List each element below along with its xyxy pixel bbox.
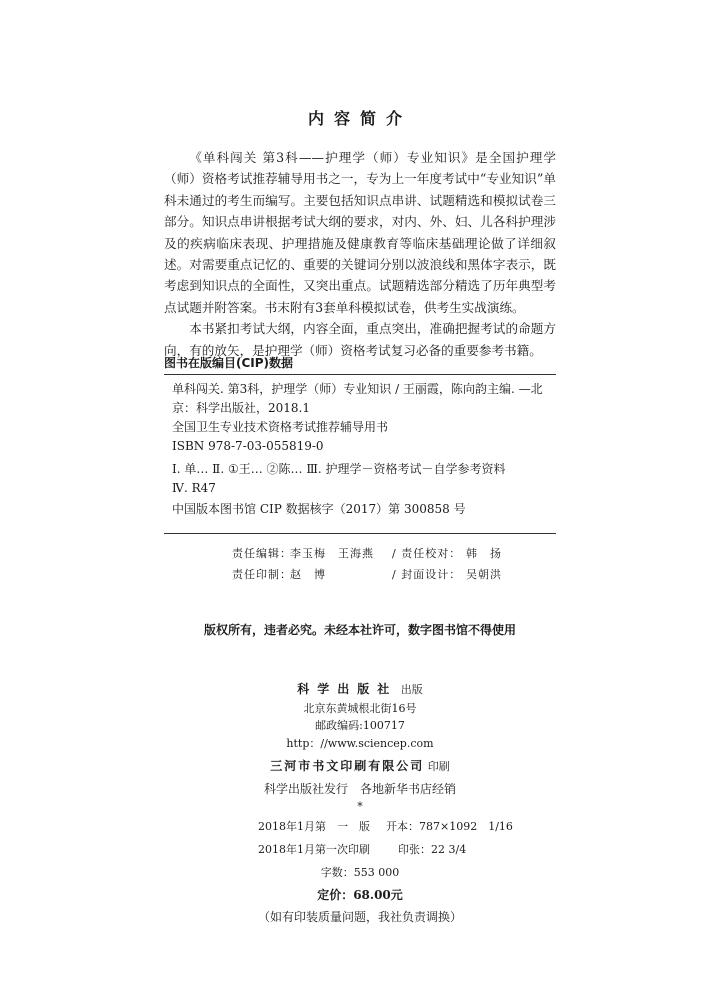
- cip-verification: [172, 500, 556, 519]
- cip-class-line: Ⅰ. 单… Ⅱ. ①王… ②陈… Ⅲ. 护理学－资格考试－自学参考资料: [172, 462, 506, 476]
- print-name: 赵 博: [290, 568, 326, 581]
- cip-isbn: ISBN 978-7-03-055819-0: [172, 439, 324, 453]
- cover-name: 吴朝洪: [466, 568, 502, 581]
- printer-name: 三河市书文印刷有限公司: [270, 759, 425, 773]
- price: 定价：68.00元: [317, 888, 403, 902]
- cip-classification: [172, 460, 556, 498]
- cip-record: [172, 380, 556, 456]
- cip-record-line: 单科闯关. 第3科，护理学（师）专业知识 / 王丽霞，陈向韵主编. —北: [172, 382, 543, 396]
- credits-row: [232, 543, 552, 564]
- credits: [232, 543, 552, 585]
- page-title: 内容简介: [307, 109, 412, 128]
- cip-heading: 图书在版编目(CIP)数据: [164, 356, 294, 370]
- cip-class-line: Ⅳ. R47: [172, 481, 216, 495]
- cip-verify-line: 中国版本图书馆 CIP 数据核字（2017）第 300858 号: [172, 502, 466, 516]
- word-count: 字数：553 000: [320, 866, 400, 879]
- publish-suffix: 出版: [400, 683, 423, 696]
- editor-label: 责任编辑：: [232, 547, 292, 560]
- cover-label: / 封面设计：: [392, 568, 462, 581]
- publisher-name: 科学出版社: [297, 682, 398, 696]
- format: 开本：787×1092 1/16: [386, 820, 513, 833]
- copyright-notice: 版权所有，违者必究。未经本社许可，数字图书馆不得使用: [203, 623, 516, 637]
- quality-note: （如有印装质量问题，我社负责调换）: [257, 910, 462, 924]
- print-suffix: 印刷: [427, 760, 450, 773]
- divider: [164, 374, 556, 375]
- address: 北京东黄城根北街16号: [303, 702, 417, 715]
- website-url: http：//www.sciencep.com: [286, 737, 434, 750]
- sheets: 印张：22 3/4: [398, 843, 467, 856]
- proof-label: / 责任校对：: [392, 547, 462, 560]
- printing: 2018年1月第一次印刷: [258, 843, 370, 856]
- printer-line: [0, 757, 720, 774]
- edition: 2018年1月第 一 版: [258, 820, 370, 833]
- intro-paragraph: 《单科闯关 第3科——护理学（师）专业知识》是全国护理学（师）资格考试推荐辅导用书之一，专为上一年度考试中“专业知识”单科未通过的考生而编写。主要包括知识点串讲、试题精选和模拟试卷三部分。知识点串讲根据考试大纲的要求，对内、外、妇、儿各科护理涉及的疾病临床表现、护理措施及健康教育等临床基础理论做了详细叙述。对需要重点记忆的、重要的关键词分别以波浪线和黑体字表示，既考虑到知识点的全面性，又突出重点。试题精选部分精选了历年典型考点试题并附答案。书末附有3套单科模拟试卷，供考生实战演练。: [164, 150, 556, 315]
- postcode: 邮政编码:100717: [315, 719, 405, 732]
- cip-series: 全国卫生专业技术资格考试推荐辅导用书: [172, 420, 389, 434]
- divider: [164, 533, 556, 534]
- credits-row: [232, 564, 552, 585]
- cip-record-line: 京：科学出版社，2018.1: [172, 401, 310, 415]
- editor-names: 李玉梅 王海燕: [290, 547, 374, 560]
- intro-text: [164, 147, 556, 361]
- proof-name: 韩 扬: [466, 547, 502, 560]
- publisher-line: [0, 680, 720, 697]
- separator-mark: *: [357, 800, 363, 813]
- intro-paragraph: 本书紧扣考试大纲，内容全面，重点突出，准确把握考试的命题方向，有的放矢，是护理学（师）资格考试复习必备的重要参考书籍。: [164, 321, 556, 358]
- print-label: 责任印制：: [232, 568, 292, 581]
- distribution: 科学出版社发行 各地新华书店经销: [263, 782, 456, 796]
